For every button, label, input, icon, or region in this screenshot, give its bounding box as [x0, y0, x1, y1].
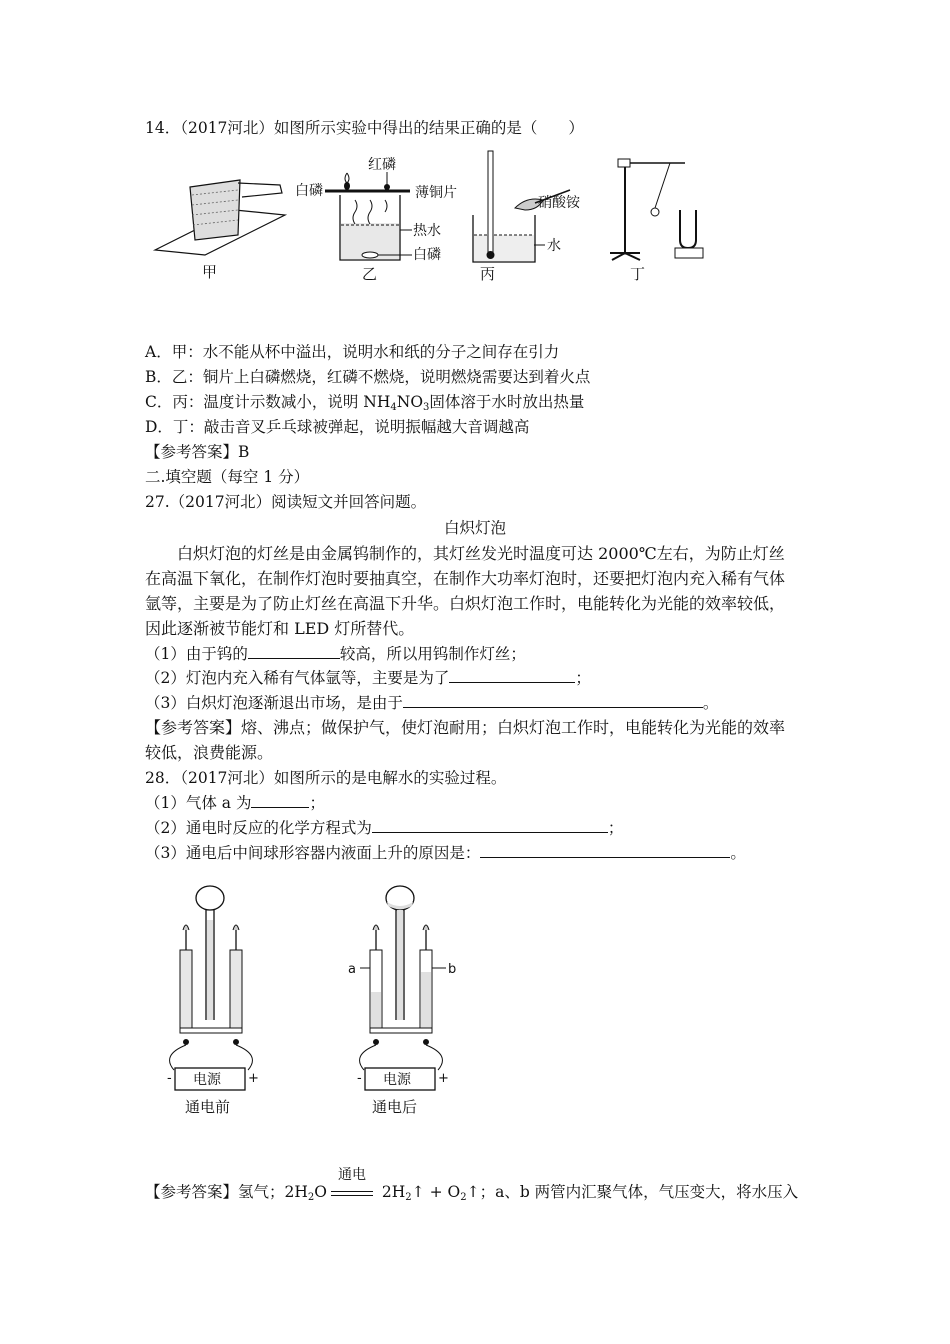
answer-blank[interactable]: [449, 666, 575, 683]
q14-option-c: C．丙：温度计示数减小，说明 $NH_4NO_3$固体溶于水时放出热量: [145, 393, 585, 413]
svg-text:电源: 电源: [383, 1072, 411, 1088]
svg-text:通电后: 通电后: [372, 1098, 418, 1116]
section-heading: 二.填空题（每空 1 分）: [145, 468, 310, 486]
svg-text:硝酸铵: 硝酸铵: [538, 195, 580, 211]
figure-yi: [295, 156, 457, 283]
svg-text:a: a: [348, 962, 356, 977]
apparatus-after: [348, 886, 456, 1116]
answer-blank[interactable]: [251, 791, 309, 808]
reaction-condition: 通电: [327, 1180, 377, 1204]
svg-text:-: -: [167, 1071, 172, 1086]
q28-stem: 28．（2017河北）如图所示的是电解水的实验过程。: [145, 769, 507, 787]
q14-stem: 14．（2017河北）如图所示实验中得出的结果正确的是（ ）: [145, 119, 584, 137]
figure-jia: [155, 180, 285, 281]
svg-text:热水: 热水: [413, 223, 441, 239]
q28-sub3: （3）通电后中间球形容器内液面上升的原因是： 。: [145, 841, 746, 865]
q27-para-line1: 白炽灯泡的灯丝是由金属钨制作的，其灯丝发光时温度可达 2000℃左右，为防止灯丝: [145, 544, 785, 563]
answer-blank[interactable]: [372, 816, 608, 833]
svg-text:红磷: 红磷: [368, 157, 396, 173]
svg-text:薄铜片: 薄铜片: [415, 185, 457, 201]
svg-text:水: 水: [547, 238, 561, 254]
q28-answer: 【参考答案】氢气；$2H_2O$ 通电 $2H_2↑$ + $O_2↑$；a、b 两管内汇聚气体，气压变大，将水压入: [145, 1167, 799, 1203]
q14-option-b: B．乙：铜片上白磷燃烧，红磷不燃烧，说明燃烧需要达到着火点: [145, 368, 591, 386]
q27-answer-line2: 较低，浪费能源。: [145, 743, 274, 762]
q27-answer-line1: 【参考答案】熔、沸点；做保护气，使灯泡耐用；白炽灯泡工作时，电能转化为光能的效率: [145, 718, 786, 737]
svg-text:白磷: 白磷: [295, 183, 323, 199]
svg-text:通电前: 通电前: [185, 1098, 231, 1116]
q14-option-a: A．甲：水不能从杯中溢出，说明水和纸的分子之间存在引力: [145, 343, 560, 361]
q27-article-title: 白炽灯泡: [443, 519, 506, 537]
q28-sub2: （2）通电时反应的化学方程式为 ；: [145, 816, 623, 840]
svg-text:+: +: [438, 1071, 449, 1086]
svg-text:白磷: 白磷: [413, 247, 441, 263]
q14-answer: 【参考答案】B: [145, 443, 250, 461]
q27-para-line4: 因此逐渐被节能灯和 LED 灯所替代。: [145, 619, 415, 638]
q27-sub2: （2）灯泡内充入稀有气体氩等，主要是为了 ；: [145, 666, 591, 690]
svg-text:乙: 乙: [362, 265, 378, 283]
q14-figure: [150, 145, 720, 290]
apparatus-before: [167, 886, 259, 1116]
svg-text:-: -: [357, 1071, 362, 1086]
svg-text:电源: 电源: [193, 1072, 221, 1088]
label-jia: 甲: [202, 263, 218, 281]
svg-text:+: +: [248, 1071, 259, 1086]
q28-sub1: （1）气体 a 为 ；: [145, 791, 325, 815]
electrolysis-figure: [150, 880, 480, 1120]
q27-sub1: （1）由于钨的 较高，所以用钨制作灯丝；: [145, 642, 526, 666]
answer-blank[interactable]: [480, 841, 730, 858]
answer-blank[interactable]: [248, 642, 340, 659]
q27-para-line3: 氩等，主要是为了防止灯丝在高温下升华。白炽灯泡工作时，电能转化为光能的效率较低，: [145, 594, 786, 613]
svg-text:丁: 丁: [630, 265, 646, 283]
answer-blank[interactable]: [403, 691, 703, 708]
q27-sub3: （3）白炽灯泡逐渐退出市场，是由于 。: [145, 691, 718, 715]
q14-option-d: D．丁：敲击音叉乒乓球被弹起，说明振幅越大音调越高: [145, 418, 530, 436]
svg-text:b: b: [448, 962, 457, 977]
figure-ding: [610, 159, 703, 283]
figure-bing: [473, 151, 581, 283]
svg-text:丙: 丙: [480, 265, 496, 283]
q27-para-line2: 在高温下氧化，在制作灯泡时要抽真空，在制作大功率灯泡时，还要把灯泡内充入稀有气体: [145, 569, 786, 588]
q27-stem: 27.（2017河北）阅读短文并回答问题。: [145, 493, 427, 511]
